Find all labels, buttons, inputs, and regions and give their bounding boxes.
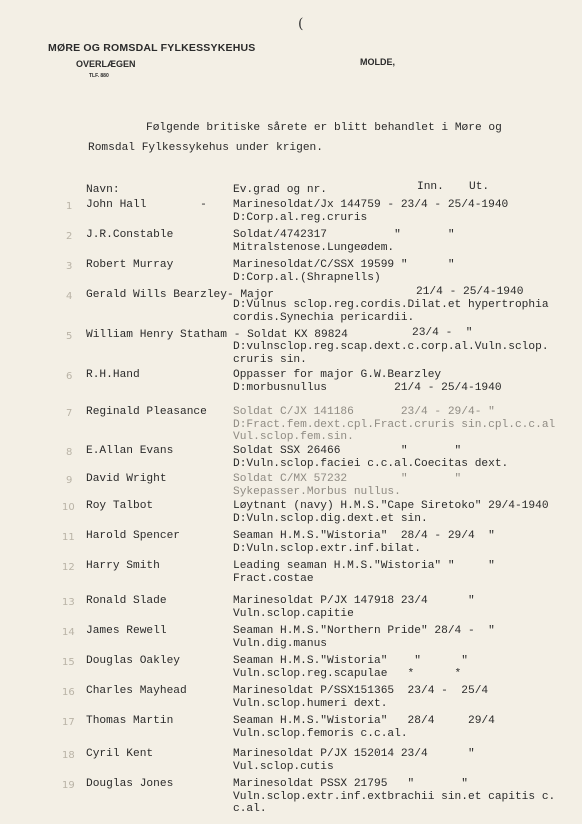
hospital-name: MØRE OG ROMSDAL FYLKESSYKEHUS <box>48 42 256 54</box>
diagnosis-line: Vuln.sclop.capitie <box>233 607 354 620</box>
diagnosis-line: Vul.sclop.cutis <box>233 760 334 773</box>
diagnosis-line: cruris sin. <box>233 353 307 366</box>
diagnosis-line: D:Vuln.sclop.extr.inf.bilat. <box>233 542 421 555</box>
patient-name: Charles Mayhead <box>86 685 187 697</box>
department-name: OVERLÆGEN <box>76 59 136 69</box>
rank-and-number: Marinesoldat P/SSX151365 23/4 - 25/4 <box>233 685 489 697</box>
rank-and-number: Marinesoldat P/JX 147918 23/4 " <box>233 595 475 607</box>
row-index-mark: 11 <box>62 532 75 543</box>
row-index-mark: 10 <box>62 502 75 513</box>
diagnosis-line: D:morbusnullus 21/4 - 25/4-1940 <box>233 381 502 394</box>
row-index-mark: 7 <box>66 408 73 419</box>
rank-and-number: Soldat C/MX 57232 " " <box>233 473 462 485</box>
patient-name: Roy Talbot <box>86 500 154 512</box>
rank-and-number: Seaman H.M.S."Wistoria" " " <box>233 655 468 667</box>
intro-line-2: Romsdal Fylkessykehus under krigen. <box>88 142 323 154</box>
rank-and-number: Marinesoldat PSSX 21795 " " <box>233 778 468 790</box>
patient-name: William Henry Statham - Soldat KX 89824 <box>86 329 348 341</box>
patient-name: Ronald Slade <box>86 595 167 607</box>
diagnosis-line: Vuln.sclop.femoris c.c.al. <box>233 727 408 740</box>
diagnosis-line: Fract.costae <box>233 572 314 585</box>
patient-name: Cyril Kent <box>86 748 154 760</box>
diagnosis-line: D:Vulnus sclop.reg.cordis.Dilat.et hypertrophia <box>233 299 549 311</box>
diagnosis-line: Vuln.sclop.humeri dext. <box>233 697 388 710</box>
patient-name: Robert Murray <box>86 259 174 271</box>
rank-and-number: Soldat C/JX 141186 23/4 - 29/4- " <box>233 406 495 418</box>
patient-name: R.H.Hand <box>86 369 140 381</box>
rank-and-number: Seaman H.M.S."Wistoria" 28/4 29/4 <box>233 715 495 727</box>
diagnosis-line: D:Vuln.sclop.faciei c.c.al.Coecitas dext. <box>233 457 509 470</box>
diagnosis-line: D:Corp.al.(Shrapnells) <box>233 271 381 284</box>
rank-and-number: 21/4 - 25/4-1940 <box>416 286 524 298</box>
patient-name: James Rewell <box>86 625 167 637</box>
patient-name: Harry Smith <box>86 560 160 572</box>
patient-name: Douglas Oakley <box>86 655 180 667</box>
patient-name: Gerald Wills Bearzley- Major <box>86 289 274 301</box>
row-index-mark: 9 <box>66 475 73 486</box>
row-index-mark: 15 <box>62 657 75 668</box>
row-index-mark: 1 <box>66 201 73 212</box>
row-index-mark: 18 <box>62 750 75 761</box>
rank-and-number: Seaman H.M.S."Northern Pride" 28/4 - " <box>233 625 495 637</box>
city-name: MOLDE, <box>360 57 395 67</box>
patient-name: Thomas Martin <box>86 715 174 727</box>
column-header-out: Ut. <box>469 181 490 193</box>
rank-and-number: Marinesoldat/Jx 144759 - 23/4 - 25/4-1940 <box>233 199 509 211</box>
intro-line-1: Følgende britiske sårete er blitt behandlet i Møre og <box>146 122 502 134</box>
diagnosis-line: c.al. <box>233 803 267 816</box>
diagnosis-line: Vuln.dig.manus <box>233 637 327 650</box>
diagnosis-line: Vuln.sclop.extr.inf.extbrachii sin.et capitis c. <box>233 790 556 803</box>
row-index-mark: 17 <box>62 717 75 728</box>
row-index-mark: 4 <box>66 291 73 302</box>
rank-and-number: Marinesoldat P/JX 152014 23/4 " <box>233 748 475 760</box>
diagnosis-line: D:Vuln.sclop.dig.dext.et sin. <box>233 512 428 525</box>
diagnosis-line: Sykepasser.Morbus nullus. <box>233 485 401 498</box>
patient-name: Reginald Pleasance <box>86 406 207 418</box>
diagnosis-line: D:vulnsclop.reg.scap.dext.c.corp.al.Vuln.sclop. <box>233 341 549 353</box>
column-header-name: Navn: <box>86 184 120 196</box>
diagnosis-line: Vuln.sclop.reg.scapulae * * <box>233 667 462 680</box>
row-index-mark: 6 <box>66 371 73 382</box>
row-index-mark: 16 <box>62 687 75 698</box>
patient-name: Harold Spencer <box>86 530 180 542</box>
patient-name: John Hall - <box>86 199 207 211</box>
patient-name: J.R.Constable <box>86 229 174 241</box>
diagnosis-line: D:Fract.fem.dext.cpl.Fract.cruris sin.cpl.c.c.al <box>233 418 556 431</box>
diagnosis-line: Mitralstenose.Lungeødem. <box>233 241 395 254</box>
diagnosis-line: D:Corp.al.reg.cruris <box>233 211 368 224</box>
row-index-mark: 13 <box>62 597 75 608</box>
row-index-mark: 3 <box>66 261 73 272</box>
rank-and-number: Soldat SSX 26466 " " <box>233 445 462 457</box>
row-index-mark: 8 <box>66 447 73 458</box>
rank-and-number: Seaman H.M.S."Wistoria" 28/4 - 29/4 " <box>233 530 495 542</box>
diagnosis-line: Vul.sclop.fem.sin. <box>233 431 354 444</box>
rank-and-number: 23/4 - " <box>412 327 473 339</box>
rank-and-number: Leading seaman H.M.S."Wistoria" " " <box>233 560 495 572</box>
row-index-mark: 19 <box>62 780 75 791</box>
patient-name: E.Allan Evans <box>86 445 174 457</box>
column-header-in: Inn. <box>417 181 444 193</box>
patient-name: David Wright <box>86 473 167 485</box>
row-index-mark: 5 <box>66 331 73 342</box>
column-header-rank: Ev.grad og nr. <box>233 184 327 196</box>
rank-and-number: Oppasser for major G.W.Bearzley <box>233 369 442 381</box>
row-index-mark: 12 <box>62 562 75 573</box>
row-index-mark: 2 <box>66 231 73 242</box>
telephone-number: TLF. 880 <box>89 73 109 79</box>
rank-and-number: Soldat/4742317 " " <box>233 229 455 241</box>
row-index-mark: 14 <box>62 627 75 638</box>
rank-and-number: Marinesoldat/C/SSX 19599 " " <box>233 259 455 271</box>
diagnosis-line: cordis.Synechia pericardii. <box>233 311 415 324</box>
rank-and-number: Løytnant (navy) H.M.S."Cape Siretoko" 29/4-1940 <box>233 500 549 512</box>
patient-name: Douglas Jones <box>86 778 174 790</box>
margin-mark: ( <box>298 16 304 32</box>
